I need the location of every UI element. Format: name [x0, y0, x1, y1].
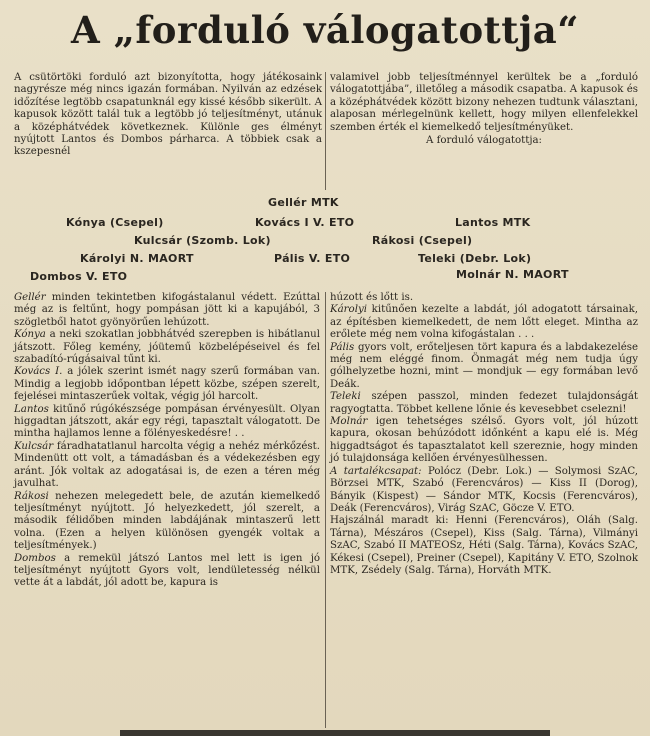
player-name: A tartalékcsapat:: [330, 465, 422, 477]
player-name: Dombos: [14, 552, 56, 564]
player-paragraph: [14, 491, 320, 553]
player-name: Kónya: [14, 329, 46, 341]
lineup-midfielder-1: Kulcsár (Szomb. Lok): [134, 234, 271, 247]
paragraph-text: Polócz (Debr. Lok.) — Solymosi SzAC, Börzsei MTK, Szabó (Ferencváros) — Kiss II (Dorog), Bányik (Kispest) — Sándor MTK, Kocsis (Ferencváros), Deák (Ferencváros), Virág SzAC, Göcze V. ETO.: [330, 465, 638, 514]
paragraph-text: minden tekintetben kifogástalanul védett. Ezúttal még az is feltűnt, hogy pompásan jött ki a kapujából, 3 szögletből hatot gyönyörűen lehúzott.: [14, 292, 320, 328]
paragraph-text: kitűnően kezelte a labdát, jól adogatott társainak, az építésben kiemelkedett, de nem lőtt eleget. Mintha az erőlete még nem volna kifogástalan . . .: [330, 304, 638, 341]
player-name: Kovács I.: [14, 366, 63, 378]
intro-left-column: [14, 72, 322, 159]
player-name: Lantos: [14, 403, 49, 415]
column-divider-top: [325, 72, 326, 190]
paragraph-text: igen tehetséges szélső. Gyors volt, jól húzott kapura, okosan behúzódott időnként a kapu elé is. Még higgadtságot és tapasztalatot kell szereznie, hogy minden jó tulajdonsága kellően érvényesülhessen.: [330, 416, 638, 465]
column-divider-bottom: [325, 292, 326, 728]
paragraph-text: szépen passzol, minden fedezet tulajdonságát ragyogtatta. Többet kellene lőnie és kevesebbet cselezni!: [330, 391, 638, 415]
paragraph-text: húzott és lőtt is.: [330, 292, 414, 303]
player-name: Gellér: [14, 292, 46, 303]
article-title: A „forduló válogatottja“: [71, 8, 579, 52]
lineup-defender-1: Kónya (Csepel): [66, 216, 164, 229]
paragraph-text: Hajszálnál maradt ki: Henni (Ferencváros), Oláh (Salg. Tárna), Mészáros (Csepel), Kiss (Salg. Tárna), Vilmányi SzAC, Szabó II MATEOSz, Héti (Salg. Tárna), Kovács SzAC, Kékesi (Csepel), Preiner (Csepel), Kapitány V. ETO, Szolnok MTK, Zsédely (Salg. Tárna), Horváth MTK.: [330, 515, 638, 576]
lineup-forward-1: Károlyi N. MAORT: [80, 252, 194, 265]
intro-left-text: A csütörtöki forduló azt bizonyította, hogy játékosaink nagyrésze még nincs igazán formában. Nyilván az edzések időzítése legtöbb csapatunknál egy kissé később sikerült. A kapusok között talál tuk a legtöbb jó teljesítményt, utánuk a középhátvédek következnek. Különle ges élményt nyújtott Lantos és Dombos párharca. A többiek csak a kszepesnél: [14, 72, 322, 158]
player-paragraph: [330, 304, 638, 341]
paragraph-text: nehezen melegedett bele, de azután kiemelkedő teljesítményt nyújtott. Jó helyezkedett, jól szerelt, a második félidőben minden labdájának mintaszerű lett volna. (Ezen a helyen különösen gyengék voltak a teljesítmények.): [14, 490, 320, 552]
player-name: Kulcsár: [14, 440, 54, 452]
player-paragraph: [14, 292, 320, 329]
lineup-midfielder-2: Rákosi (Csepel): [372, 234, 473, 247]
player-paragraph: [14, 404, 320, 441]
player-paragraph: [330, 416, 638, 466]
lineup-defender-3: Lantos MTK: [455, 216, 531, 229]
player-paragraph: [330, 391, 638, 416]
player-name: Teleki: [330, 391, 361, 403]
lineup-subheading: A forduló válogatottja:: [426, 135, 542, 147]
lineup-forward-2: Pális V. ETO: [274, 252, 351, 265]
player-paragraph: [330, 292, 638, 304]
page-bottom-rule: [120, 730, 550, 736]
paragraph-text: a neki szokatlan jobbhátvéd szerepben is hibátlanul játszott. Főleg kemény, jóütemű közbelépéseivel és fel szabadító-rúgásaival tűnt ki.: [14, 329, 320, 366]
paragraph-text: fáradhatatlanul harcolta végig a nehéz mérkőzést. Mindenütt ott volt, a támadásban és a védekezésben egy aránt. Jók voltak az adogatásai is, de ezen a téren még javulhat.: [14, 440, 320, 490]
player-name: Rákosi: [14, 490, 49, 502]
paragraph-text: kitűnő rúgókészsége pompásan érvényesült. Olyan higgadtan játszott, akár egy régi, tapasztalt válogatott. De mintha hajlamos lenne a fölényeskedésre! . .: [14, 403, 320, 440]
player-paragraph: [14, 366, 320, 403]
lineup-forward-5: Molnár N. MAORT: [456, 268, 569, 281]
paragraph-text: gyors volt, erőteljesen tört kapura és a labdakezelése még nem eléggé finom. Önmagát még nem tudja úgy gólhelyzetbe hozni, mint — mondjuk — egy formában levő Deák.: [330, 341, 638, 390]
paragraph-text: a jólek szerint ismét nagy szerű formában van. Mindig a legjobb időpontban lépett közbe, szépen szerelt, fejelései mintaszerűek voltak, végig jól harcolt.: [14, 366, 321, 403]
player-paragraph: [330, 342, 638, 392]
player-paragraph: [14, 329, 320, 366]
player-paragraph: [330, 466, 638, 516]
lineup-goalkeeper: Gellér MTK: [268, 196, 339, 209]
player-name: Károlyi: [330, 304, 367, 316]
intro-right-text: valamivel jobb teljesítménnyel kerültek be a „forduló válogatottjába”, illetőleg a második csapatba. A kapusok és a középhátvédek között bizony nehezen tudtunk választani, alaposan mérlegelnünk kellett, hogy milyen ellenfelekkel szemben érték el kiemelkedő teljesítményüket.: [330, 72, 638, 133]
lineup-forward-3: Teleki (Debr. Lok): [418, 252, 532, 265]
player-paragraph: [14, 553, 320, 590]
paragraph-text: a remekül játszó Lantos mel lett is igen jó teljesítményt nyújtott Gyors volt, lendületesség nélkül vette át a labdát, jól adott be, kapura is: [14, 552, 320, 589]
intro-right-column: [330, 72, 638, 147]
player-paragraph: [330, 515, 638, 577]
player-paragraph: [14, 441, 320, 491]
player-name: Molnár: [330, 416, 368, 428]
body-left-column: [14, 292, 320, 590]
lineup-forward-4: Dombos V. ETO: [30, 270, 128, 283]
player-name: Pális: [330, 341, 355, 353]
lineup-defender-2: Kovács I V. ETO: [255, 216, 355, 229]
body-right-column: [330, 292, 638, 577]
